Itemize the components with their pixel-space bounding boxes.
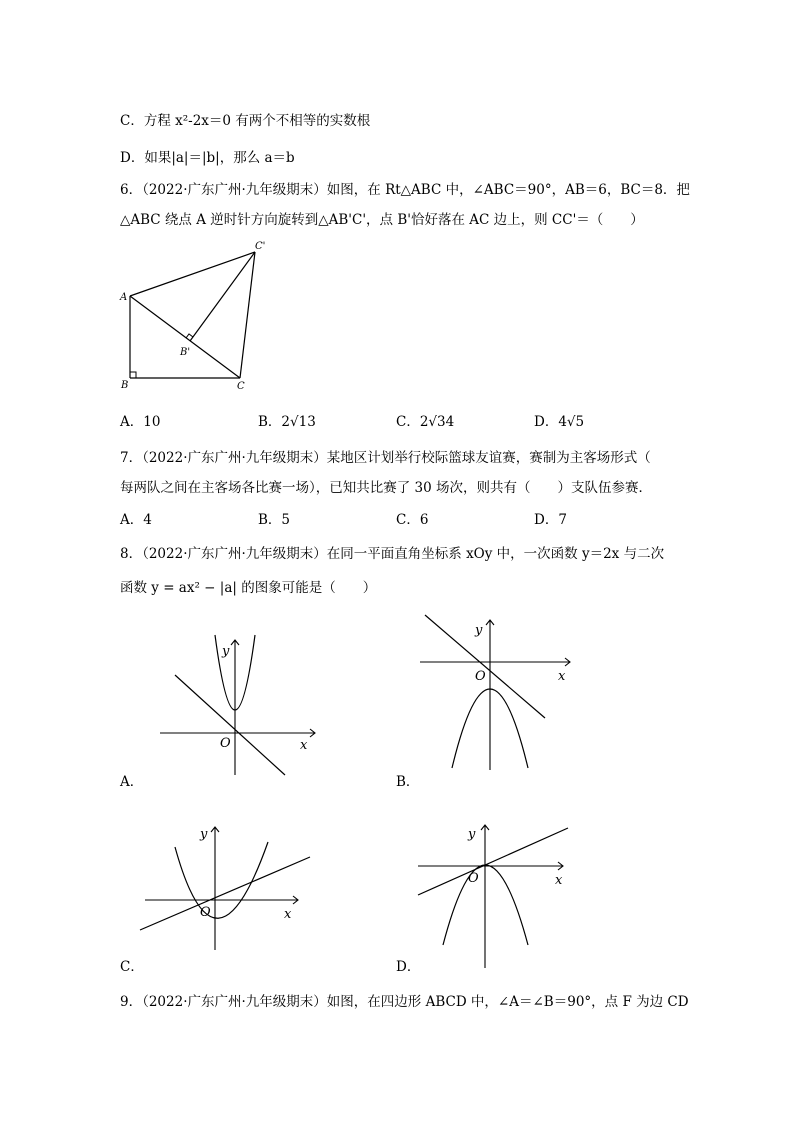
axis-y-label: y — [222, 644, 230, 659]
label-c: C — [237, 381, 245, 392]
axis-x-label: x — [300, 738, 308, 753]
label-b-prime: B' — [180, 347, 191, 358]
origin-label: O — [200, 905, 211, 920]
q8-caption-b: B． — [396, 774, 420, 790]
axis-x-label: x — [284, 907, 292, 922]
q7-option-b: B．5 — [258, 512, 291, 528]
q8-caption-d: D． — [396, 959, 421, 975]
q6-triangle-figure — [110, 236, 280, 396]
q8-graph-a — [160, 625, 320, 775]
axis-y-label: y — [475, 623, 483, 638]
q7-option-c: C．6 — [396, 512, 429, 528]
origin-label: O — [468, 871, 479, 886]
q7-stem-line1: 7．（2022·广东广州·九年级期末）某地区计划举行校际篮球友谊赛，赛制为主客场形式（ — [120, 450, 651, 466]
q6-option-b: B．2√13 — [258, 414, 316, 430]
q5-option-d: D．如果|a|＝|b|，那么 a＝b — [120, 150, 295, 166]
q8-caption-c: C． — [120, 959, 144, 975]
q8-stem-line1: 8．（2022·广东广州·九年级期末）在同一平面直角坐标系 xOy 中，一次函数 y＝2x 与二次 — [120, 546, 665, 562]
q7-option-d: D．7 — [534, 512, 567, 528]
q8-graph-b — [410, 610, 580, 770]
q6-stem-line2: △ABC 绕点 A 逆时针方向旋转到△AB'C'，点 B'恰好落在 AC 边上，则 CC'＝（ ） — [120, 212, 644, 228]
q6-option-c: C．2√34 — [396, 414, 455, 430]
label-b: B — [121, 380, 129, 391]
q6-stem-line1: 6．（2022·广东广州·九年级期末）如图，在 Rt△ABC 中，∠ABC＝90°，AB＝6，BC＝8．把 — [120, 182, 690, 198]
axis-x-label: x — [558, 669, 566, 684]
q7-stem-line2: 每两队之间在主客场各比赛一场），已知共比赛了 30 场次，则共有（ ）支队伍参赛． — [120, 480, 653, 496]
q8-stem-line2: 函数 y = ax² − |a| 的图象可能是（ ） — [120, 580, 377, 596]
q6-option-d: D．4√5 — [534, 414, 585, 430]
origin-label: O — [475, 669, 486, 684]
q8-graph-d — [418, 820, 578, 970]
q7-option-a: A．4 — [120, 512, 152, 528]
q6-option-a: A．10 — [120, 414, 161, 430]
q8-graph-c — [140, 822, 320, 952]
q8-caption-a: A． — [120, 774, 144, 790]
label-c-prime: C' — [255, 241, 266, 252]
q5-option-c: C．方程 x²-2x＝0 有两个不相等的实数根 — [120, 113, 371, 129]
axis-x-label: x — [555, 873, 563, 888]
axis-y-label: y — [200, 827, 208, 842]
q9-stem-line1: 9．（2022·广东广州·九年级期末）如图，在四边形 ABCD 中，∠A＝∠B＝90°，点 F 为边 CD — [120, 994, 689, 1010]
axis-y-label: y — [468, 827, 476, 842]
origin-label: O — [220, 736, 231, 751]
label-a: A — [120, 292, 128, 303]
